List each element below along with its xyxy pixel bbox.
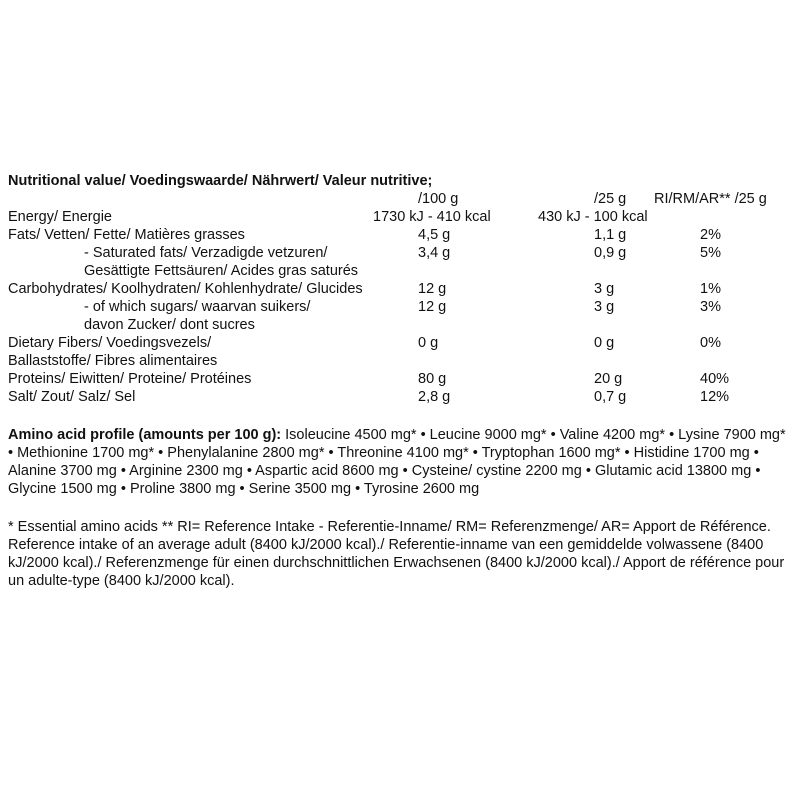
value-per-100g: 0 g xyxy=(418,335,439,351)
value-per-25g: 3 g xyxy=(594,299,615,315)
value-per-100g: 4,5 g xyxy=(418,227,451,243)
value-per-25g: 20 g xyxy=(594,371,623,387)
row-label-continued: Ballaststoffe/ Fibres alimentaires xyxy=(8,353,218,369)
value-per-100g: 3,4 g xyxy=(418,245,451,261)
value-ri: 1% xyxy=(700,281,721,297)
row-label: Carbohydrates/ Koolhydraten/ Kohlenhydrate/ Glucides xyxy=(8,281,363,297)
row-label: Dietary Fibers/ Voedingsvezels/ xyxy=(8,335,212,351)
header-per-100g: /100 g xyxy=(418,191,459,207)
footnote: * Essential amino acids ** RI= Reference Intake - Referentie-Inname/ RM= Referenzmenge/ AR= Apport de Référence. Reference intake of an average adult (8400 kJ/2000 kcal)./ Referentie-inname van een gemiddelde volwassene (8400 kJ/2000 kcal)./ Referenzmenge für einen durchschnittlichen Erwachsenen (8400 kJ/2000 kcal)./ Apport de référence pour un adulte-type (8400 kJ/2000 kcal). xyxy=(8,519,785,589)
row-label: Fats/ Vetten/ Fette/ Matières grasses xyxy=(8,227,245,243)
row-label-continued: davon Zucker/ dont sucres xyxy=(84,317,255,333)
table-row xyxy=(8,280,792,298)
row-label: Salt/ Zout/ Salz/ Sel xyxy=(8,389,136,405)
row-label: - of which sugars/ waarvan suikers/ xyxy=(84,299,311,315)
value-ri: 2% xyxy=(700,227,721,243)
energy-per-25g: 430 kJ - 100 kcal xyxy=(538,209,648,225)
nutrition-title: Nutritional value/ Voedingswaarde/ Nährwert/ Valeur nutritive; xyxy=(8,173,433,189)
value-per-25g: 0,7 g xyxy=(594,389,627,405)
amino-acid-profile xyxy=(8,426,788,498)
value-ri: 0% xyxy=(700,335,721,351)
row-label: - Saturated fats/ Verzadigde vetzuren/ xyxy=(84,245,328,261)
header-per-25g: /25 g xyxy=(594,191,627,207)
table-row xyxy=(8,388,792,406)
table-row xyxy=(8,244,792,280)
nutrition-document xyxy=(8,172,792,590)
value-per-100g: 12 g xyxy=(418,281,447,297)
value-per-25g: 0 g xyxy=(594,335,615,351)
amino-heading: Amino acid profile (amounts per 100 g): xyxy=(8,427,282,443)
value-ri: 12% xyxy=(700,389,730,405)
table-row xyxy=(8,298,792,334)
table-header-row xyxy=(8,190,792,208)
header-ri: RI/RM/AR** /25 g xyxy=(654,191,767,207)
table-row xyxy=(8,334,792,370)
value-per-25g: 0,9 g xyxy=(594,245,627,261)
value-per-100g: 80 g xyxy=(418,371,447,387)
value-ri: 5% xyxy=(700,245,721,261)
value-ri: 3% xyxy=(700,299,721,315)
amino-text: Isoleucine 4500 mg* • Leucine 9000 mg* • Valine 4200 mg* • Lysine 7900 mg* • Methionine 1700 mg* • Phenylalanine 2800 mg* • Threonine 4100 mg* • Tryptophan 1600 mg* • Histidine 1700 mg • Alanine 3700 mg • Arginine 2300 mg • Aspartic acid 8600 mg • Cysteine/ cystine 2200 mg • Glutamic acid 13800 mg • Glycine 1500 mg • Proline 3800 mg • Serine 3500 mg • Tyrosine 2600 mg xyxy=(8,427,786,497)
value-per-100g: 2,8 g xyxy=(418,389,451,405)
value-per-25g: 3 g xyxy=(594,281,615,297)
table-row xyxy=(8,226,792,244)
table-row-energy xyxy=(8,208,792,226)
row-label: Energy/ Energie xyxy=(8,209,112,225)
table-row xyxy=(8,370,792,388)
value-per-25g: 1,1 g xyxy=(594,227,627,243)
value-ri: 40% xyxy=(700,371,730,387)
row-label: Proteins/ Eiwitten/ Proteine/ Protéines xyxy=(8,371,252,387)
energy-per-100g: 1730 kJ - 410 kcal xyxy=(373,209,491,225)
row-label-continued: Gesättigte Fettsäuren/ Acides gras saturés xyxy=(84,263,359,279)
value-per-100g: 12 g xyxy=(418,299,447,315)
